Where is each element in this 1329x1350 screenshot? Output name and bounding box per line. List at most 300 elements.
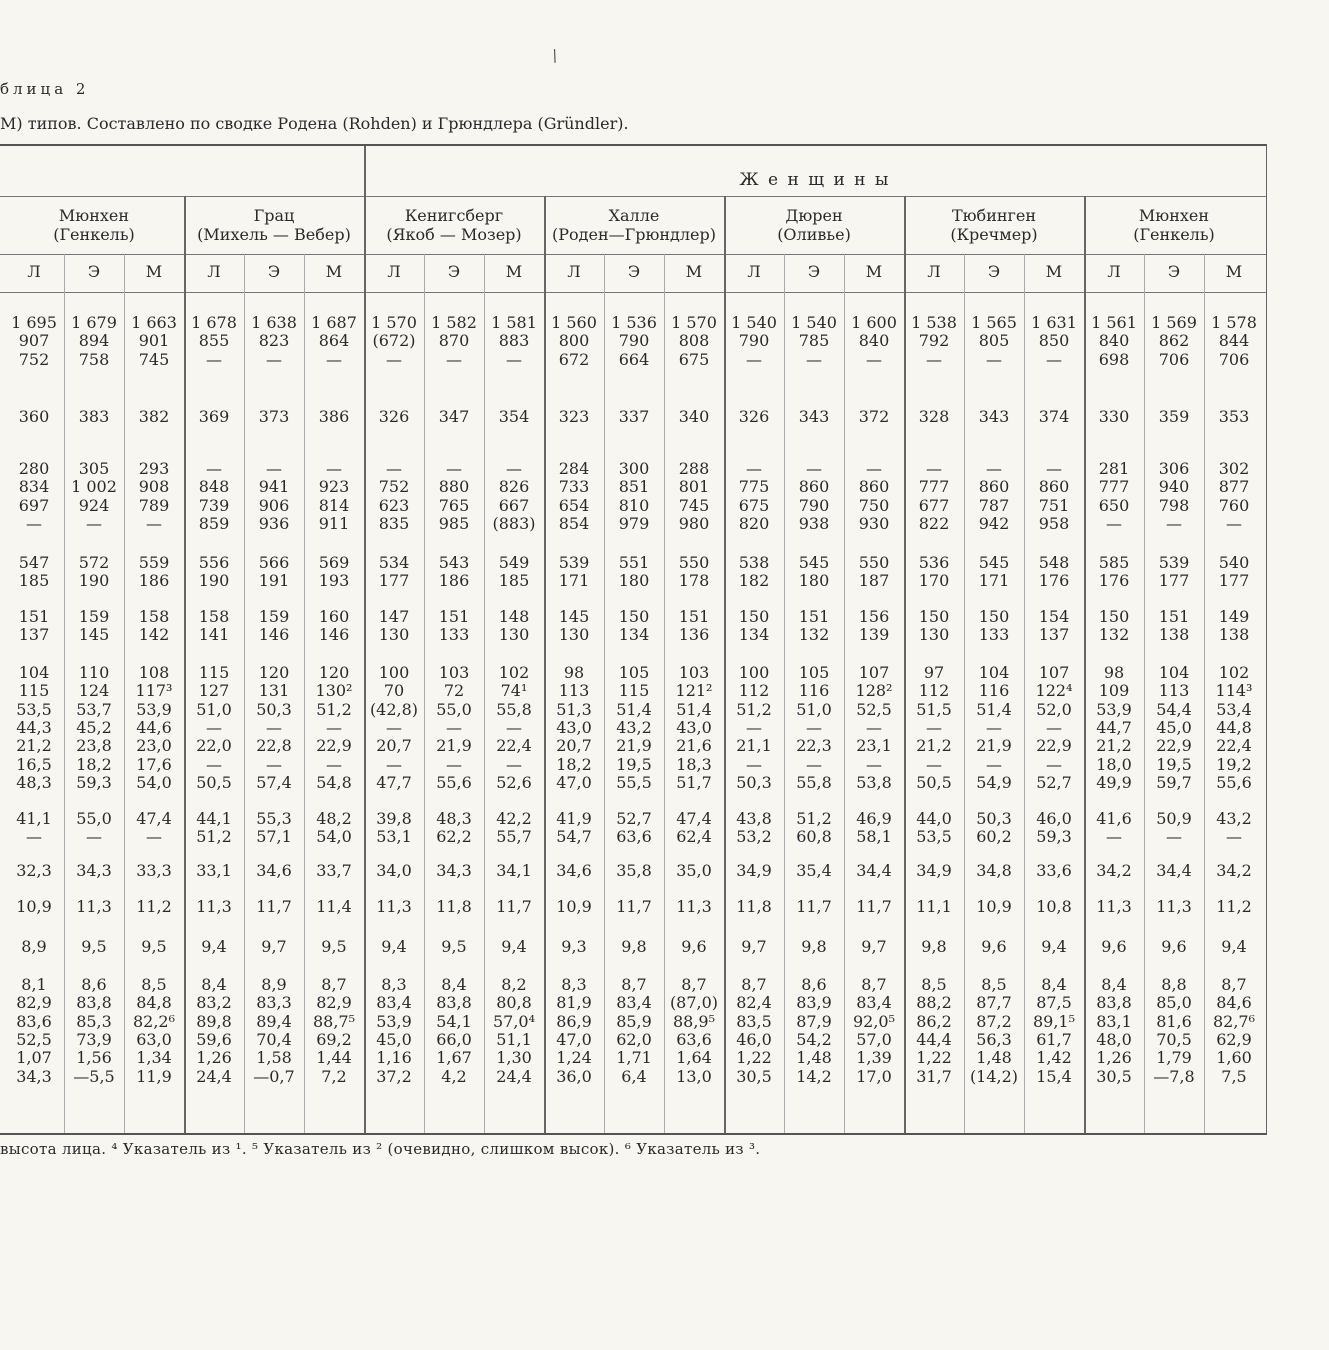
table-cell: —	[206, 717, 222, 737]
table-cell: 1 002	[71, 477, 117, 497]
table-cell: 57,1	[256, 827, 292, 847]
table-cell: 57,4	[256, 772, 292, 792]
table-cell: 305	[78, 459, 110, 478]
table-cell: 11,4	[316, 897, 352, 916]
table-cell: 22,4	[1216, 736, 1252, 756]
site-name: Халле	[608, 206, 660, 225]
table-cell: 59,6	[196, 1029, 232, 1049]
table-cell: 83,4	[856, 993, 892, 1013]
table-cell: 745	[138, 349, 170, 369]
table-cell: 132	[798, 625, 830, 645]
table-cell: 43,2	[616, 717, 652, 737]
table-cell: 823	[258, 331, 290, 351]
table-cell: 127	[198, 681, 230, 701]
type-label: М	[325, 262, 343, 281]
table-cell: 1,16	[376, 1048, 412, 1068]
table-cell: 9,5	[141, 937, 167, 956]
table-cell: 360	[18, 407, 50, 426]
table-cell: 160	[318, 607, 350, 626]
table-cell: 88,2	[916, 993, 952, 1013]
table-cell: 55,0	[436, 699, 472, 719]
table-cell: 18,2	[556, 754, 592, 774]
table-cell: 11,3	[1096, 897, 1132, 916]
table-cell: 180	[798, 571, 830, 591]
table-cell: 1,07	[16, 1048, 52, 1068]
table-cell: 158	[138, 607, 170, 626]
table-cell: (672)	[372, 331, 416, 351]
table-cell: 102	[1218, 663, 1250, 682]
table-cell: —	[1046, 754, 1062, 774]
table-cell: 739	[198, 495, 230, 515]
table-cell: 8,7	[681, 975, 707, 994]
table-cell: 293	[138, 459, 170, 478]
table-cell: 50,5	[196, 772, 232, 792]
table-cell: 7,2	[321, 1066, 347, 1086]
table-cell: —	[446, 717, 462, 737]
table-cell: 1,22	[736, 1048, 772, 1068]
table-cell: —	[806, 459, 822, 478]
table-cell: 115	[618, 681, 650, 701]
table-cell: 1 536	[611, 313, 657, 332]
table-cell: 44,6	[136, 717, 172, 737]
site-header	[724, 206, 904, 244]
table-cell: 623	[378, 495, 410, 515]
type-label: М	[865, 262, 883, 281]
table-cell: —	[266, 459, 282, 478]
table-cell: 92,0⁵	[852, 1011, 896, 1031]
table-cell: —	[506, 459, 522, 478]
table-cell: 108	[138, 663, 170, 682]
table-cell: 100	[378, 663, 410, 682]
table-cell: 98	[563, 663, 585, 682]
table-cell: 822	[918, 513, 950, 533]
table-cell: 51,7	[676, 772, 712, 792]
table-cell: —	[326, 754, 342, 774]
table-cell: 88,9⁵	[672, 1011, 716, 1031]
table-cell: 883	[498, 331, 530, 351]
table-cell: 105	[618, 663, 650, 682]
table-cell: 34,4	[856, 861, 892, 880]
table-cell: 347	[438, 407, 470, 426]
table-cell: 137	[18, 625, 50, 645]
table-cell: 801	[678, 477, 710, 497]
table-cell: 31,7	[916, 1066, 952, 1086]
group-header-rule-left	[0, 196, 364, 197]
table-cell: 145	[78, 625, 110, 645]
table-cell: 32,3	[16, 861, 52, 880]
table-cell: 1 582	[431, 313, 477, 332]
table-cell: 148	[498, 607, 530, 626]
site-author: (Генкель)	[1133, 225, 1215, 244]
table-cell: 855	[198, 331, 230, 351]
table-cell: 894	[78, 331, 110, 351]
table-cell: —	[1046, 717, 1062, 737]
table-cell: 300	[618, 459, 650, 478]
table-cell: 83,3	[256, 993, 292, 1013]
table-cell: 745	[678, 495, 710, 515]
table-cell: 83,1	[1096, 1011, 1132, 1031]
table-cell: —	[146, 827, 162, 847]
table-cell: 147	[378, 607, 410, 626]
table-cell: 150	[918, 607, 950, 626]
table-cell: 23,8	[76, 736, 112, 756]
table-cell: 18,3	[676, 754, 712, 774]
table-cell: 74¹	[500, 681, 528, 701]
table-cell: —	[746, 754, 762, 774]
table-cell: 980	[678, 513, 710, 533]
table-cell: 48,2	[316, 809, 352, 828]
table-cell: 677	[918, 495, 950, 515]
table-cell: 550	[678, 553, 710, 572]
table-cell: —	[446, 349, 462, 369]
table-cell: 9,4	[1041, 937, 1067, 956]
table-cell: 810	[618, 495, 650, 515]
table-cell: 150	[618, 607, 650, 626]
table-cell: 386	[318, 407, 350, 426]
table-cell: 9,6	[981, 937, 1007, 956]
table-cell: 924	[78, 495, 110, 515]
table-cell: 62,4	[676, 827, 712, 847]
table-cell: 85,3	[76, 1011, 112, 1031]
table-cell: 8,9	[261, 975, 287, 994]
table-cell: 63,6	[616, 827, 652, 847]
table-cell: —	[926, 349, 942, 369]
site-author: (Генкель)	[53, 225, 135, 244]
table-cell: 979	[618, 513, 650, 533]
site-name: Грац	[253, 206, 295, 225]
table-cell: 41,1	[16, 809, 52, 828]
table-cell: 359	[1158, 407, 1190, 426]
table-cell: —	[866, 459, 882, 478]
table-cell: 15,4	[1036, 1066, 1072, 1086]
table-cell: 323	[558, 407, 590, 426]
table-cell: 151	[798, 607, 830, 626]
table-cell: 1,39	[856, 1048, 892, 1068]
table-cell: 9,4	[381, 937, 407, 956]
table-cell: 864	[318, 331, 350, 351]
table-cell: 60,2	[976, 827, 1012, 847]
table-cell: 53,9	[136, 699, 172, 719]
table-cell: 55,6	[1216, 772, 1252, 792]
table-cell: 9,5	[321, 937, 347, 956]
table-cell: —	[206, 754, 222, 774]
table-cell: 23,0	[136, 736, 172, 756]
table-cell: —	[386, 459, 402, 478]
table-cell: 698	[1098, 349, 1130, 369]
table-cell: 182	[738, 571, 770, 591]
table-cell: 137	[1038, 625, 1070, 645]
table-cell: 84,8	[136, 993, 172, 1013]
table-cell: 302	[1218, 459, 1250, 478]
table-cell: 100	[738, 663, 770, 682]
table-cell: 547	[18, 553, 50, 572]
table-cell: 556	[198, 553, 230, 572]
table-cell: 85,0	[1156, 993, 1192, 1013]
table-cell: 36,0	[556, 1066, 592, 1086]
table-cell: 53,5	[16, 699, 52, 719]
table-cell: 30,5	[736, 1066, 772, 1086]
table-cell: 373	[258, 407, 290, 426]
table-cell: —	[386, 717, 402, 737]
table-cell: 19,5	[1156, 754, 1192, 774]
table-cell: 54,0	[136, 772, 172, 792]
table-cell: 11,7	[256, 897, 292, 916]
table-cell: —	[146, 513, 162, 533]
table-cell: 170	[918, 571, 950, 591]
table-cell: 37,2	[376, 1066, 412, 1086]
table-cell: 55,7	[496, 827, 532, 847]
table-cell: 9,4	[201, 937, 227, 956]
table-cell: 840	[858, 331, 890, 351]
table-cell: 1 678	[191, 313, 237, 332]
type-label: Л	[1107, 262, 1121, 281]
table-cell: 21,6	[676, 736, 712, 756]
table-cell: —	[1106, 513, 1122, 533]
table-cell: —	[326, 349, 342, 369]
table-cell: 908	[138, 477, 170, 497]
table-cell: 534	[378, 553, 410, 572]
table-cell: 936	[258, 513, 290, 533]
table-cell: 8,2	[501, 975, 527, 994]
table-cell: 115	[18, 681, 50, 701]
table-cell: 9,8	[621, 937, 647, 956]
table-cell: 107	[858, 663, 890, 682]
table-cell: 176	[1098, 571, 1130, 591]
table-cell: 34,4	[1156, 861, 1192, 880]
table-cell: —	[866, 349, 882, 369]
table-cell: 47,7	[376, 772, 412, 792]
site-name: Кенигсберг	[404, 206, 504, 225]
table-cell: 54,1	[436, 1011, 472, 1031]
table-cell: 34,8	[976, 861, 1012, 880]
table-cell: 87,9	[796, 1011, 832, 1031]
table-cell: —	[506, 717, 522, 737]
site-header-rule	[0, 254, 1266, 255]
table-cell: 87,7	[976, 993, 1012, 1013]
table-cell: 53,9	[1096, 699, 1132, 719]
table-cell: 33,6	[1036, 861, 1072, 880]
table-cell: 133	[978, 625, 1010, 645]
table-cell: 835	[378, 513, 410, 533]
table-cell: 860	[1038, 477, 1070, 497]
type-label: Э	[1167, 262, 1181, 281]
table-cell: 9,7	[261, 937, 287, 956]
table-cell: —	[386, 754, 402, 774]
table-cell: 44,3	[16, 717, 52, 737]
table-cell: 150	[1098, 607, 1130, 626]
table-cell: —	[326, 717, 342, 737]
table-cell: —	[206, 459, 222, 478]
table-cell: 326	[378, 407, 410, 426]
table-cell: 176	[1038, 571, 1070, 591]
table-cell: 54,0	[316, 827, 352, 847]
table-cell: 83,4	[616, 993, 652, 1013]
table-cell: 942	[978, 513, 1010, 533]
table-cell: 8,7	[741, 975, 767, 994]
table-cell: 45,0	[376, 1029, 412, 1049]
table-cell: —	[26, 827, 42, 847]
table-cell: 102	[498, 663, 530, 682]
table-cell: (87,0)	[669, 993, 719, 1013]
table-cell: 941	[258, 477, 290, 497]
table-cell: 790	[738, 331, 770, 351]
table-cell: 585	[1098, 553, 1130, 572]
table-cell: 777	[918, 477, 950, 497]
table-cell: 22,8	[256, 736, 292, 756]
table-cell: —	[986, 459, 1002, 478]
table-cell: 22,0	[196, 736, 232, 756]
table-cell: 911	[318, 513, 350, 533]
table-cell: 706	[1158, 349, 1190, 369]
table-cell: 104	[18, 663, 50, 682]
table-cell: —	[1046, 349, 1062, 369]
table-cell: 117³	[135, 681, 173, 701]
table-cell: 171	[978, 571, 1010, 591]
table-cell: 151	[438, 607, 470, 626]
table-cell: 862	[1158, 331, 1190, 351]
table-cell: 130	[918, 625, 950, 645]
data-table	[0, 144, 1267, 1135]
table-cell: 35,4	[796, 861, 832, 880]
table-cell: 115	[198, 663, 230, 682]
table-cell: 151	[1158, 607, 1190, 626]
table-cell: 105	[798, 663, 830, 682]
table-cell: 20,7	[556, 736, 592, 756]
table-cell: 23,1	[856, 736, 892, 756]
table-cell: 55,0	[76, 809, 112, 828]
table-cell: 19,2	[1216, 754, 1252, 774]
table-cell: 8,4	[201, 975, 227, 994]
table-cell: 306	[1158, 459, 1190, 478]
table-cell: —	[806, 717, 822, 737]
table-cell: —7,8	[1153, 1066, 1195, 1086]
table-cell: 21,2	[916, 736, 952, 756]
table-cell: 86,2	[916, 1011, 952, 1031]
table-cell: 545	[798, 553, 830, 572]
table-cell: 62,2	[436, 827, 472, 847]
table-cell: 55,6	[436, 772, 472, 792]
table-cell: 83,2	[196, 993, 232, 1013]
table-cell: 1,42	[1036, 1048, 1072, 1068]
table-cell: 133	[438, 625, 470, 645]
table-cell: 104	[1158, 663, 1190, 682]
table-cell: 13,0	[676, 1066, 712, 1086]
table-cell: 22,9	[1156, 736, 1192, 756]
site-header	[904, 206, 1084, 244]
table-cell: 11,2	[136, 897, 172, 916]
table-cell: 116	[978, 681, 1010, 701]
table-cell: 50,5	[916, 772, 952, 792]
table-cell: 35,0	[676, 861, 712, 880]
table-cell: 1 561	[1091, 313, 1137, 332]
table-cell: 536	[918, 553, 950, 572]
table-cell: —	[806, 349, 822, 369]
table-cell: 550	[858, 553, 890, 572]
table-cell: 34,0	[376, 861, 412, 880]
site-author: (Михель — Вебер)	[197, 225, 351, 244]
table-cell: 124	[78, 681, 110, 701]
table-cell: 51,5	[916, 699, 952, 719]
table-cell: 9,6	[1101, 937, 1127, 956]
table-cell: 9,3	[561, 937, 587, 956]
table-cell: 22,9	[1036, 736, 1072, 756]
table-cell: —	[206, 349, 222, 369]
table-cell: 1,34	[136, 1048, 172, 1068]
table-cell: 51,4	[976, 699, 1012, 719]
table-cell: 110	[78, 663, 110, 682]
type-label: Э	[807, 262, 821, 281]
table-cell: 18,2	[76, 754, 112, 774]
table-cell: 55,8	[496, 699, 532, 719]
table-cell: 777	[1098, 477, 1130, 497]
table-cell: 48,3	[16, 772, 52, 792]
table-cell: 87,2	[976, 1011, 1012, 1031]
table-cell: 132	[1098, 625, 1130, 645]
table-cell: 675	[678, 349, 710, 369]
table-cell: 43,0	[556, 717, 592, 737]
table-cell: 171	[558, 571, 590, 591]
table-cell: 47,4	[136, 809, 172, 828]
table-cell: 50,3	[976, 809, 1012, 828]
table-cell: 66,0	[436, 1029, 472, 1049]
table-cell: 1 565	[971, 313, 1017, 332]
table-cell: 21,2	[1096, 736, 1132, 756]
table-cell: 1 538	[911, 313, 957, 332]
table-cell: 134	[738, 625, 770, 645]
table-cell: 51,2	[736, 699, 772, 719]
table-cell: 328	[918, 407, 950, 426]
table-cell: 8,7	[321, 975, 347, 994]
table-cell: 1 560	[551, 313, 597, 332]
table-cell: 834	[18, 477, 50, 497]
table-cell: 54,4	[1156, 699, 1192, 719]
table-cell: 130	[498, 625, 530, 645]
table-cell: 369	[198, 407, 230, 426]
table-cell: —	[1106, 827, 1122, 847]
table-caption: М) типов. Составлено по сводке Родена (Rohden) и Грюндлера (Gründler).	[0, 114, 629, 133]
table-cell: 539	[1158, 553, 1190, 572]
table-cell: 103	[438, 663, 470, 682]
table-cell: 569	[318, 553, 350, 572]
table-cell: 9,7	[741, 937, 767, 956]
table-cell: 41,6	[1096, 809, 1132, 828]
table-cell: 752	[378, 477, 410, 497]
table-cell: 11,3	[676, 897, 712, 916]
table-cell: 851	[618, 477, 650, 497]
table-cell: 353	[1218, 407, 1250, 426]
table-cell: 21,9	[436, 736, 472, 756]
table-cell: 44,0	[916, 809, 952, 828]
table-cell: 62,0	[616, 1029, 652, 1049]
table-cell: 87,5	[1036, 993, 1072, 1013]
table-cell: 122⁴	[1035, 681, 1073, 701]
table-cell: 820	[738, 513, 770, 533]
table-cell: —	[926, 717, 942, 737]
table-cell: 120	[318, 663, 350, 682]
table-cell: 330	[1098, 407, 1130, 426]
table-cell: —	[926, 459, 942, 478]
table-cell: 1,44	[316, 1048, 352, 1068]
table-cell: 34,1	[496, 861, 532, 880]
table-cell: 545	[978, 553, 1010, 572]
table-cell: 8,9	[21, 937, 47, 956]
table-cell: 43,8	[736, 809, 772, 828]
type-label: М	[145, 262, 163, 281]
type-label: М	[1225, 262, 1243, 281]
type-label: Л	[207, 262, 221, 281]
table-cell: 62,9	[1216, 1029, 1252, 1049]
table-cell: 1 581	[491, 313, 537, 332]
